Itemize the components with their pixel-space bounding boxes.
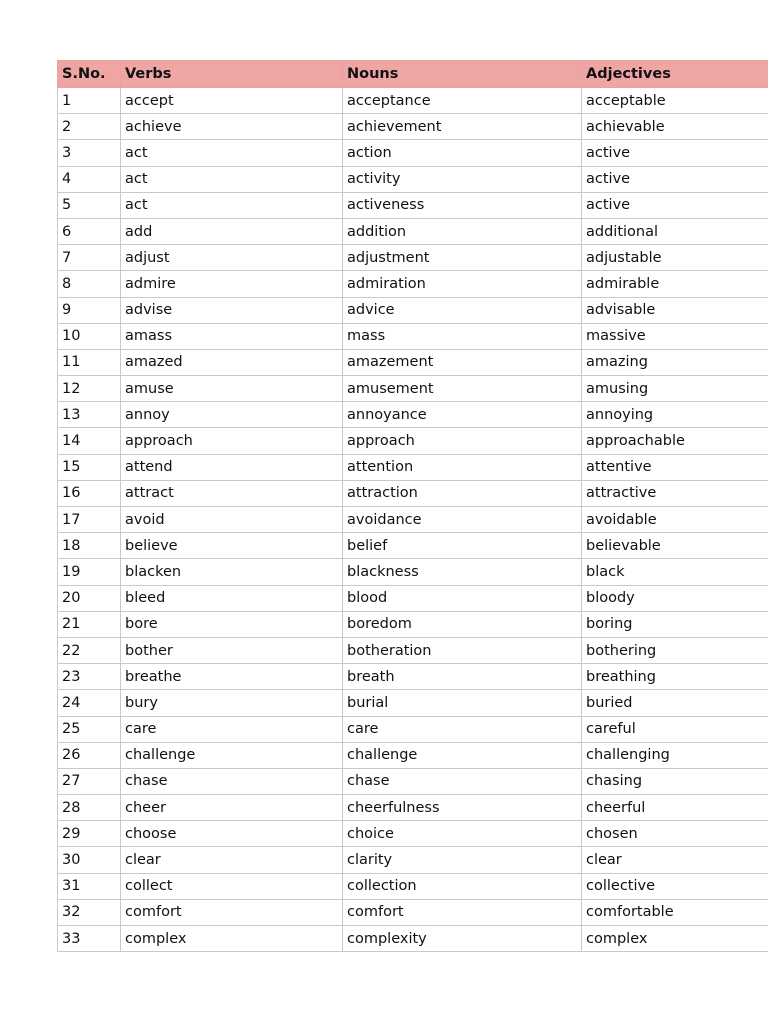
cell-verb: clear [121,847,343,873]
cell-sno: 24 [58,690,121,716]
cell-sno: 30 [58,847,121,873]
table-row [58,166,768,192]
cell-noun: addition [343,218,582,244]
cell-noun: avoidance [343,507,582,533]
header-nouns: Nouns [343,61,582,88]
header-row [58,61,768,88]
cell-adjective: avoidable [582,507,768,533]
cell-verb: add [121,218,343,244]
table-row [58,533,768,559]
cell-noun: mass [343,323,582,349]
cell-adjective: amazing [582,349,768,375]
cell-sno: 13 [58,402,121,428]
cell-adjective: believable [582,533,768,559]
cell-adjective: collective [582,873,768,899]
cell-noun: comfort [343,899,582,925]
cell-verb: advise [121,297,343,323]
cell-noun: blood [343,585,582,611]
table-row [58,664,768,690]
cell-adjective: active [582,140,768,166]
cell-noun: acceptance [343,88,582,114]
table-row [58,480,768,506]
cell-verb: attract [121,480,343,506]
table-row [58,140,768,166]
cell-verb: chase [121,768,343,794]
table-row [58,376,768,402]
cell-noun: amusement [343,376,582,402]
table-row [58,271,768,297]
cell-verb: act [121,192,343,218]
table-row [58,926,768,952]
table-row [58,192,768,218]
word-forms-table-container [57,60,768,952]
cell-noun: annoyance [343,402,582,428]
cell-noun: attraction [343,480,582,506]
cell-sno: 8 [58,271,121,297]
cell-noun: approach [343,428,582,454]
table-row [58,323,768,349]
cell-sno: 28 [58,795,121,821]
cell-adjective: chosen [582,821,768,847]
cell-verb: care [121,716,343,742]
table-row [58,690,768,716]
cell-adjective: active [582,192,768,218]
cell-verb: approach [121,428,343,454]
cell-adjective: challenging [582,742,768,768]
table-row [58,114,768,140]
table-row [58,428,768,454]
cell-adjective: chasing [582,768,768,794]
cell-noun: adjustment [343,245,582,271]
cell-noun: choice [343,821,582,847]
header-sno: S.No. [58,61,121,88]
cell-sno: 21 [58,611,121,637]
cell-verb: adjust [121,245,343,271]
cell-noun: amazement [343,349,582,375]
cell-sno: 4 [58,166,121,192]
cell-adjective: black [582,559,768,585]
table-row [58,507,768,533]
cell-sno: 19 [58,559,121,585]
table-row [58,821,768,847]
cell-sno: 31 [58,873,121,899]
cell-adjective: active [582,166,768,192]
table-row [58,349,768,375]
cell-sno: 18 [58,533,121,559]
cell-adjective: cheerful [582,795,768,821]
cell-adjective: comfortable [582,899,768,925]
cell-adjective: achievable [582,114,768,140]
cell-verb: bury [121,690,343,716]
cell-verb: cheer [121,795,343,821]
cell-noun: achievement [343,114,582,140]
header-verbs: Verbs [121,61,343,88]
table-row [58,454,768,480]
cell-sno: 17 [58,507,121,533]
cell-verb: bore [121,611,343,637]
cell-sno: 10 [58,323,121,349]
cell-noun: collection [343,873,582,899]
cell-verb: breathe [121,664,343,690]
cell-sno: 26 [58,742,121,768]
cell-adjective: bothering [582,637,768,663]
table-row [58,795,768,821]
cell-adjective: clear [582,847,768,873]
table-row [58,402,768,428]
cell-verb: annoy [121,402,343,428]
table-row [58,559,768,585]
cell-adjective: amusing [582,376,768,402]
cell-adjective: massive [582,323,768,349]
cell-verb: accept [121,88,343,114]
cell-sno: 25 [58,716,121,742]
table-row [58,716,768,742]
cell-sno: 3 [58,140,121,166]
table-row [58,218,768,244]
table-row [58,585,768,611]
cell-sno: 1 [58,88,121,114]
cell-verb: act [121,166,343,192]
cell-sno: 5 [58,192,121,218]
cell-verb: admire [121,271,343,297]
cell-adjective: approachable [582,428,768,454]
header-adjectives: Adjectives [582,61,768,88]
cell-noun: blackness [343,559,582,585]
cell-verb: attend [121,454,343,480]
cell-sno: 9 [58,297,121,323]
cell-verb: amass [121,323,343,349]
cell-verb: bother [121,637,343,663]
table-row [58,245,768,271]
cell-adjective: buried [582,690,768,716]
cell-noun: complexity [343,926,582,952]
cell-adjective: breathing [582,664,768,690]
cell-noun: advice [343,297,582,323]
cell-sno: 15 [58,454,121,480]
cell-verb: act [121,140,343,166]
cell-verb: avoid [121,507,343,533]
cell-verb: comfort [121,899,343,925]
table-row [58,297,768,323]
cell-adjective: annoying [582,402,768,428]
table-row [58,847,768,873]
cell-adjective: bloody [582,585,768,611]
cell-noun: cheerfulness [343,795,582,821]
table-row [58,88,768,114]
cell-noun: boredom [343,611,582,637]
cell-verb: amazed [121,349,343,375]
cell-noun: attention [343,454,582,480]
cell-adjective: careful [582,716,768,742]
table-row [58,899,768,925]
cell-noun: activeness [343,192,582,218]
cell-verb: believe [121,533,343,559]
cell-sno: 22 [58,637,121,663]
cell-adjective: adjustable [582,245,768,271]
cell-noun: chase [343,768,582,794]
cell-noun: burial [343,690,582,716]
cell-sno: 20 [58,585,121,611]
cell-adjective: advisable [582,297,768,323]
cell-noun: activity [343,166,582,192]
cell-verb: achieve [121,114,343,140]
cell-noun: breath [343,664,582,690]
cell-noun: botheration [343,637,582,663]
cell-verb: choose [121,821,343,847]
cell-sno: 7 [58,245,121,271]
cell-adjective: admirable [582,271,768,297]
table-row [58,637,768,663]
table-body [58,88,768,952]
cell-sno: 14 [58,428,121,454]
cell-adjective: boring [582,611,768,637]
table-row [58,611,768,637]
cell-noun: belief [343,533,582,559]
cell-sno: 29 [58,821,121,847]
cell-adjective: complex [582,926,768,952]
cell-sno: 11 [58,349,121,375]
cell-sno: 2 [58,114,121,140]
cell-sno: 16 [58,480,121,506]
cell-sno: 32 [58,899,121,925]
cell-verb: challenge [121,742,343,768]
cell-adjective: attentive [582,454,768,480]
table-row [58,873,768,899]
cell-adjective: additional [582,218,768,244]
cell-sno: 23 [58,664,121,690]
cell-noun: clarity [343,847,582,873]
table-row [58,742,768,768]
cell-sno: 12 [58,376,121,402]
cell-sno: 27 [58,768,121,794]
cell-noun: action [343,140,582,166]
cell-verb: collect [121,873,343,899]
cell-verb: bleed [121,585,343,611]
cell-adjective: acceptable [582,88,768,114]
cell-sno: 33 [58,926,121,952]
cell-verb: blacken [121,559,343,585]
word-forms-table [57,60,768,952]
cell-adjective: attractive [582,480,768,506]
cell-noun: care [343,716,582,742]
table-header [58,61,768,88]
cell-noun: admiration [343,271,582,297]
cell-verb: complex [121,926,343,952]
cell-sno: 6 [58,218,121,244]
cell-noun: challenge [343,742,582,768]
cell-verb: amuse [121,376,343,402]
table-row [58,768,768,794]
